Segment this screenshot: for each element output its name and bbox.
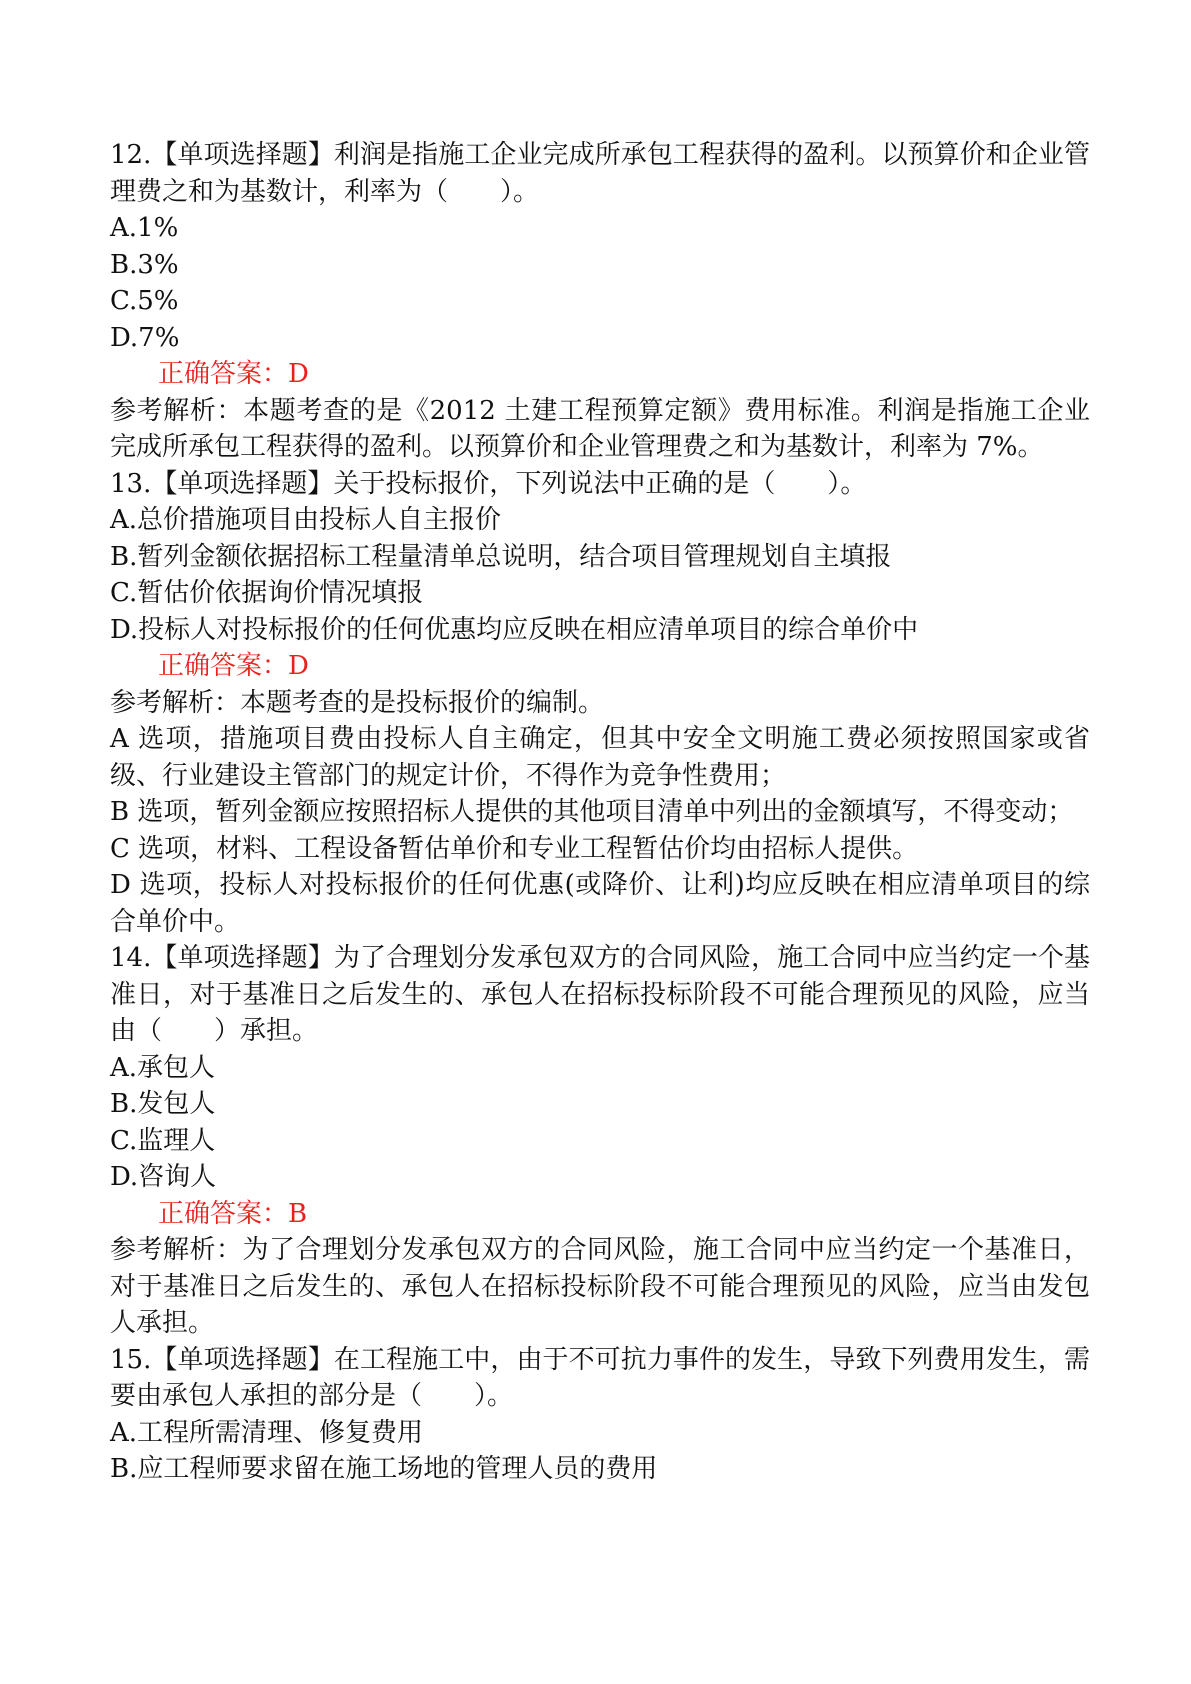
option-b: B.应工程师要求留在施工场地的管理人员的费用 [110, 1454, 658, 1484]
option-d: D.咨询人 [110, 1162, 217, 1192]
analysis-text: D 选项，投标人对投标报价的任何优惠(或降价、让利)均应反映在相应清单项目的综合单价中。 [110, 870, 1090, 937]
option-a: A.工程所需清理、修复费用 [110, 1417, 424, 1448]
option-b: B.发包人 [110, 1089, 216, 1119]
option-b: B.3% [110, 249, 179, 280]
question-12 [110, 137, 1090, 466]
question-stem: 13.【单项选择题】关于投标报价，下列说法中正确的是（ ）。 [110, 468, 867, 499]
option-a: A.承包人 [110, 1052, 216, 1083]
analysis-text: C 选项，材料、工程设备暂估单价和专业工程暂估价均由招标人提供。 [110, 833, 919, 864]
question-13 [110, 466, 1090, 941]
question-stem: 14.【单项选择题】为了合理划分发承包双方的合同风险，施工合同中应当约定一个基准日，对于基准日之后发生的、承包人在招标投标阶段不可能合理预见的风险，应当由（ ）承担。 [110, 943, 1090, 1046]
analysis-text: 参考解析：本题考查的是投标报价的编制。 [110, 687, 605, 718]
option-d: D.投标人对投标报价的任何优惠均应反映在相应清单项目的综合单价中 [110, 614, 919, 645]
option-d: D.7% [110, 322, 180, 353]
option-a: A.总价措施项目由投标人自主报价 [110, 505, 502, 535]
option-c: C.暂估价依据询价情况填报 [110, 578, 424, 608]
option-a: A.1% [110, 213, 179, 243]
analysis-text: 参考解析：本题考查的是《2012 土建工程预算定额》费用标准。利润是指施工企业完成所承包工程获得的盈利。以预算价和企业管理费之和为基数计，利率为 7%。 [110, 395, 1090, 462]
question-stem: 12.【单项选择题】利润是指施工企业完成所承包工程获得的盈利。以预算价和企业管理费之和为基数计，利率为（ ）。 [110, 140, 1090, 207]
option-b: B.暂列金额依据招标工程量清单总说明，结合项目管理规划自主填报 [110, 541, 892, 572]
analysis-text: 参考解析：为了合理划分发承包双方的合同风险，施工合同中应当约定一个基准日，对于基准日之后发生的、承包人在招标投标阶段不可能合理预见的风险，应当由发包人承担。 [110, 1235, 1090, 1338]
correct-answer: 正确答案：D [158, 359, 309, 389]
option-c: C.监理人 [110, 1125, 216, 1156]
question-14 [110, 940, 1090, 1342]
analysis-text: B 选项，暂列金额应按照招标人提供的其他项目清单中列出的金额填写，不得变动； [110, 797, 1074, 827]
question-15 [110, 1342, 1090, 1488]
correct-answer: 正确答案：D [158, 651, 309, 681]
document-page [110, 137, 1090, 1488]
question-stem: 15.【单项选择题】在工程施工中，由于不可抗力事件的发生，导致下列费用发生，需要由承包人承担的部分是（ ）。 [110, 1344, 1090, 1411]
correct-answer: 正确答案：B [158, 1198, 308, 1229]
option-c: C.5% [110, 286, 179, 316]
analysis-text: A 选项，措施项目费由投标人自主确定，但其中安全文明施工费必须按照国家或省级、行业建设主管部门的规定计价，不得作为竞争性费用； [110, 724, 1090, 791]
